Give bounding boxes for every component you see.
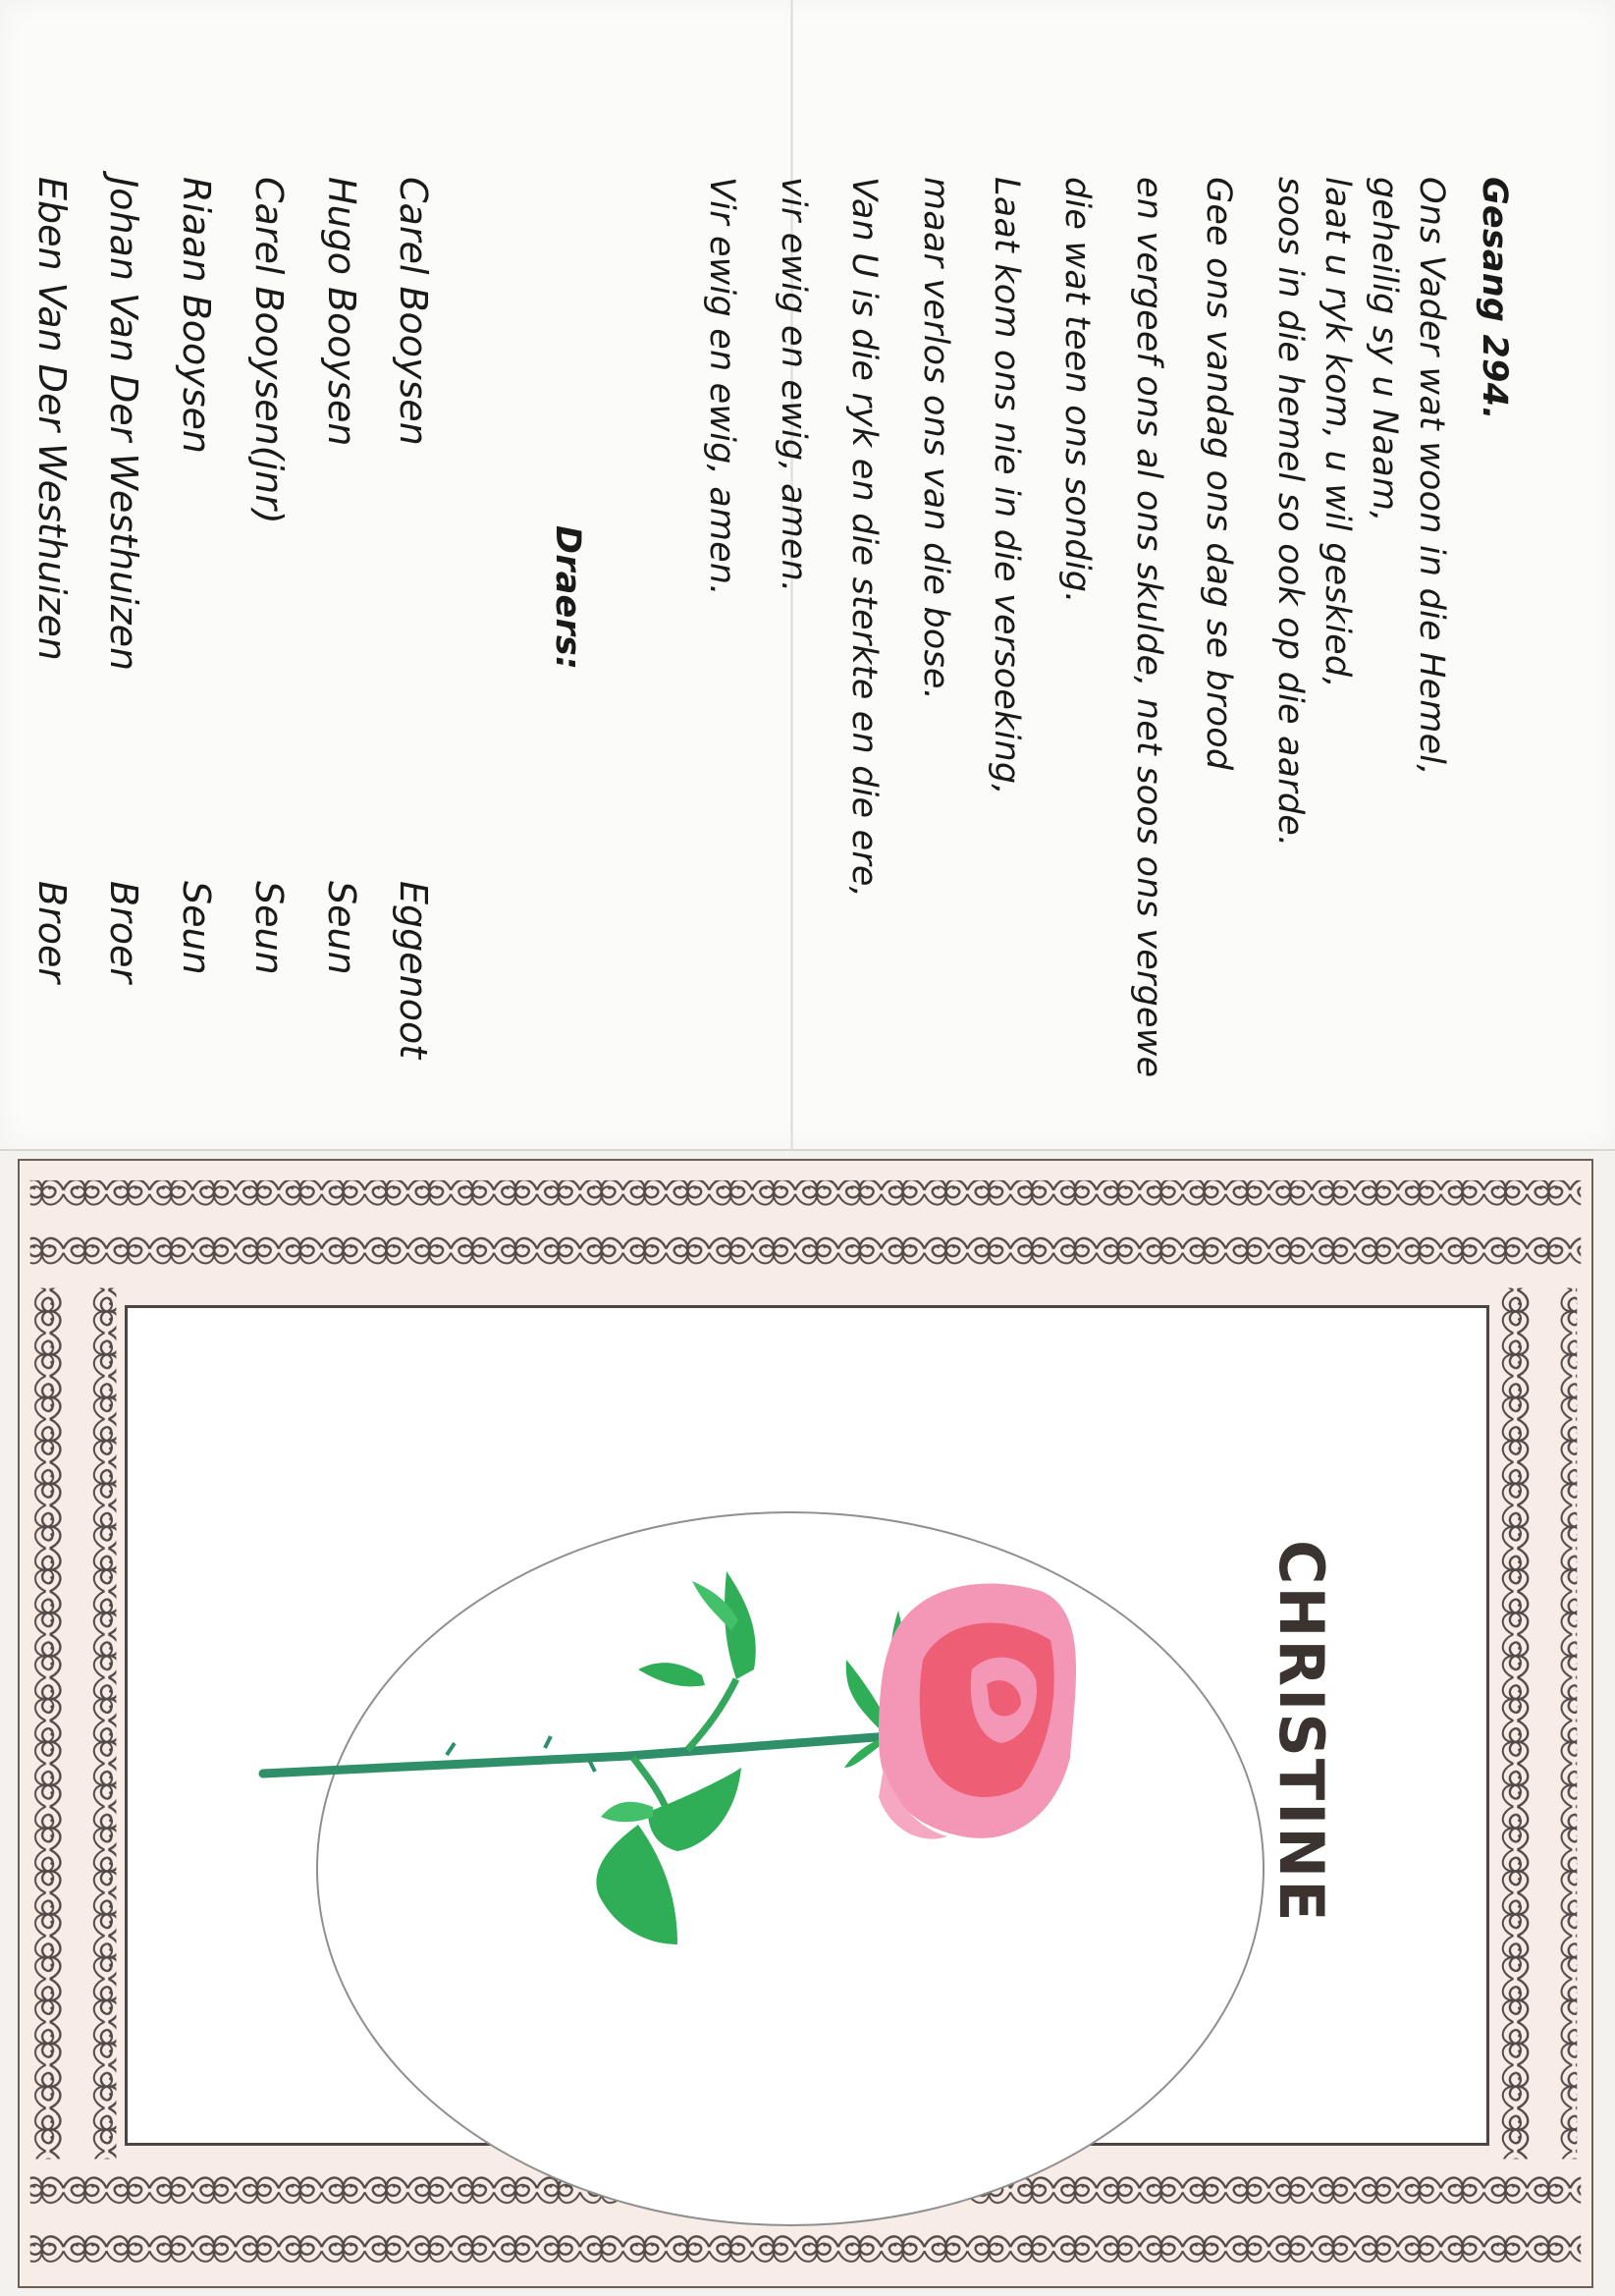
pallbearer-relation: Broer — [30, 881, 74, 983]
pallbearer-name: Eben Van Der Westhuizen — [30, 177, 74, 661]
pallbearer-relation: Seun — [175, 881, 218, 975]
hymn-line: Vir ewig en ewig, amen. — [702, 177, 741, 596]
hymn-line: vir ewig en ewig, amen. — [774, 177, 813, 593]
hymn-line: Van U is die ryk en die sterkte en die ere, — [844, 177, 884, 898]
pallbearer-relation: Seun — [247, 881, 291, 975]
hymn-line: en vergeef ons al ons skulde, net soos ons vergewe — [1129, 177, 1168, 1078]
pallbearer-name: Riaan Booysen — [175, 177, 218, 455]
pallbearer-relation: Seun — [320, 881, 363, 975]
hymn-line: laat u ryk kom, u wil geskied, — [1318, 177, 1357, 688]
pallbearer-name: Carel Booysen(jnr) — [247, 177, 291, 524]
cover-title: CHRISTINE — [1265, 1540, 1337, 1924]
hymn-line: Ons Vader wat woon in die Hemel, — [1412, 177, 1451, 776]
hymn-line: soos in die hemel so ook op die aarde. — [1270, 177, 1310, 847]
pallbearer-name: Hugo Booysen — [320, 177, 363, 447]
pallbearer-relation: Broer — [102, 881, 145, 983]
hymn-heading: Gesang 294. — [1475, 177, 1514, 420]
hymn-line: Laat kom ons nie in die versoeking, — [987, 177, 1026, 795]
pallbearer-relation: Eggenoot — [392, 881, 435, 1060]
hymn-line: maar verlos ons van die bose. — [916, 177, 955, 700]
pallbearer-name: Carel Booysen — [392, 177, 435, 446]
hymn-line: geheilig sy u Naam, — [1365, 177, 1404, 522]
hymn-line: die wat teen ons sondig. — [1057, 177, 1097, 604]
hymn-line: Gee ons vandag ons dag se brood — [1199, 177, 1238, 771]
pallbearer-name: Johan Van Der Westhuizen — [102, 177, 145, 672]
pallbearers-heading: Draers: — [548, 525, 587, 671]
